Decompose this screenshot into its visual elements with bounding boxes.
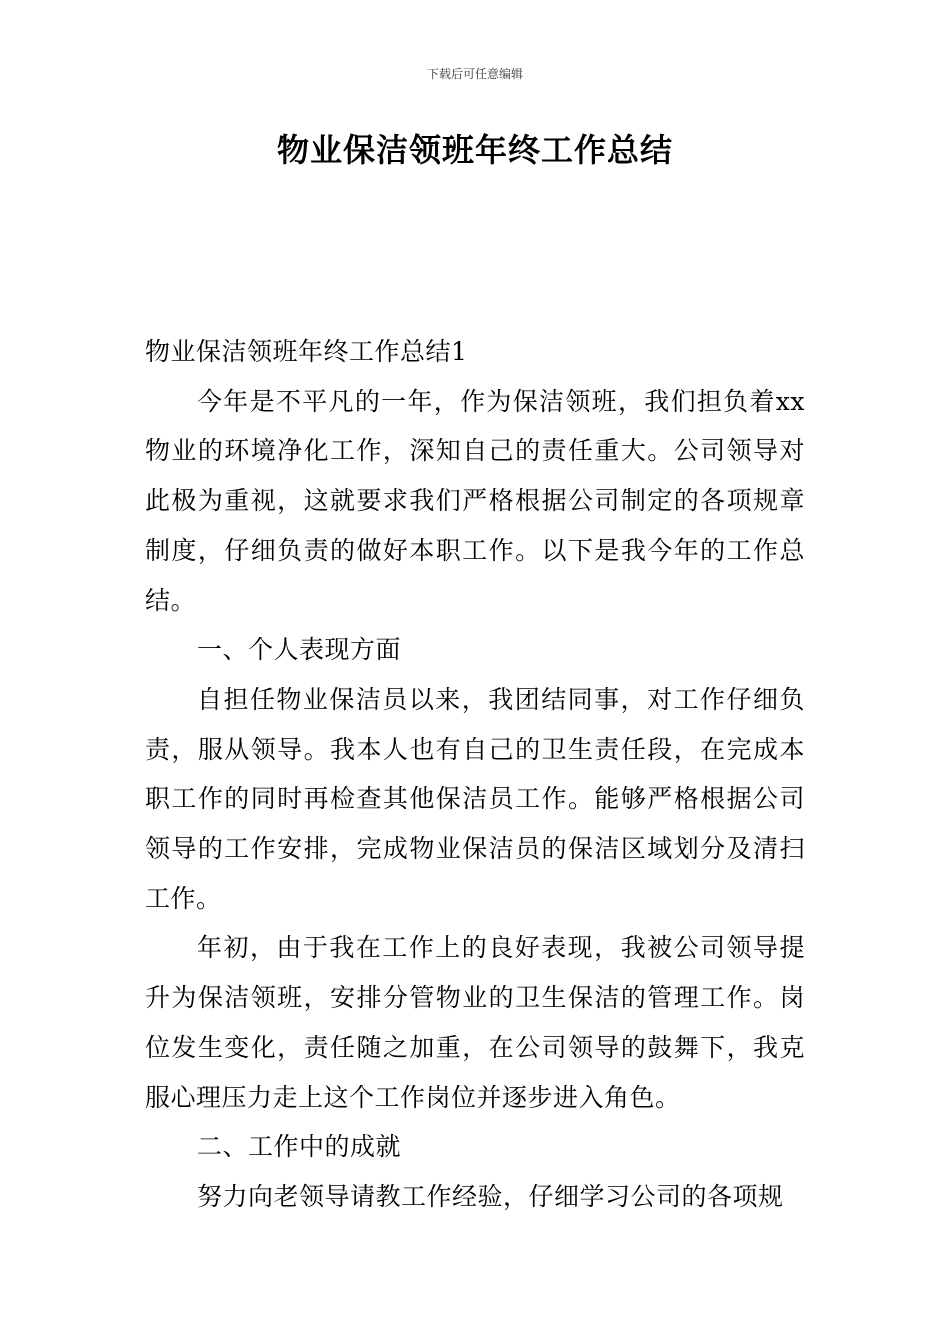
header-note: 下载后可任意编辑	[426, 67, 523, 81]
section-heading: 物业保洁领班年终工作总结1	[145, 337, 468, 366]
section-heading-achievements: 二、工作中的成就	[197, 1132, 402, 1162]
document-title: 物业保洁领班年终工作总结	[276, 131, 673, 169]
paragraph-personal: 自担任物业保洁员以来，我团结同事，对工作仔细负责，服从领导。我本人也有自己的卫生责任段，在完成本职工作的同时再检查其他保洁员工作。能够严格根据公司领导的工作安排，完成物业保洁员的保洁区域划分及清扫工作。	[145, 684, 805, 913]
paragraph-achievements: 努力向老领导请教工作经验，仔细学习公司的各项规	[197, 1181, 784, 1211]
section-heading-personal: 一、个人表现方面	[197, 635, 402, 665]
paragraph-intro: 今年是不平凡的一年，作为保洁领班，我们担负着xx物业的环境净化工作，深知自己的责任重大。公司领导对此极为重视，这就要求我们严格根据公司制定的各项规章制度，仔细负责的做好本职工作。以下是我今年的工作总结。	[145, 386, 805, 615]
document-body	[145, 327, 805, 1222]
paragraph-promotion: 年初，由于我在工作上的良好表现，我被公司领导提升为保洁领班，安排分管物业的卫生保洁的管理工作。岗位发生变化，责任随之加重，在公司领导的鼓舞下，我克服心理压力走上这个工作岗位并逐步进入角色。	[145, 933, 805, 1112]
